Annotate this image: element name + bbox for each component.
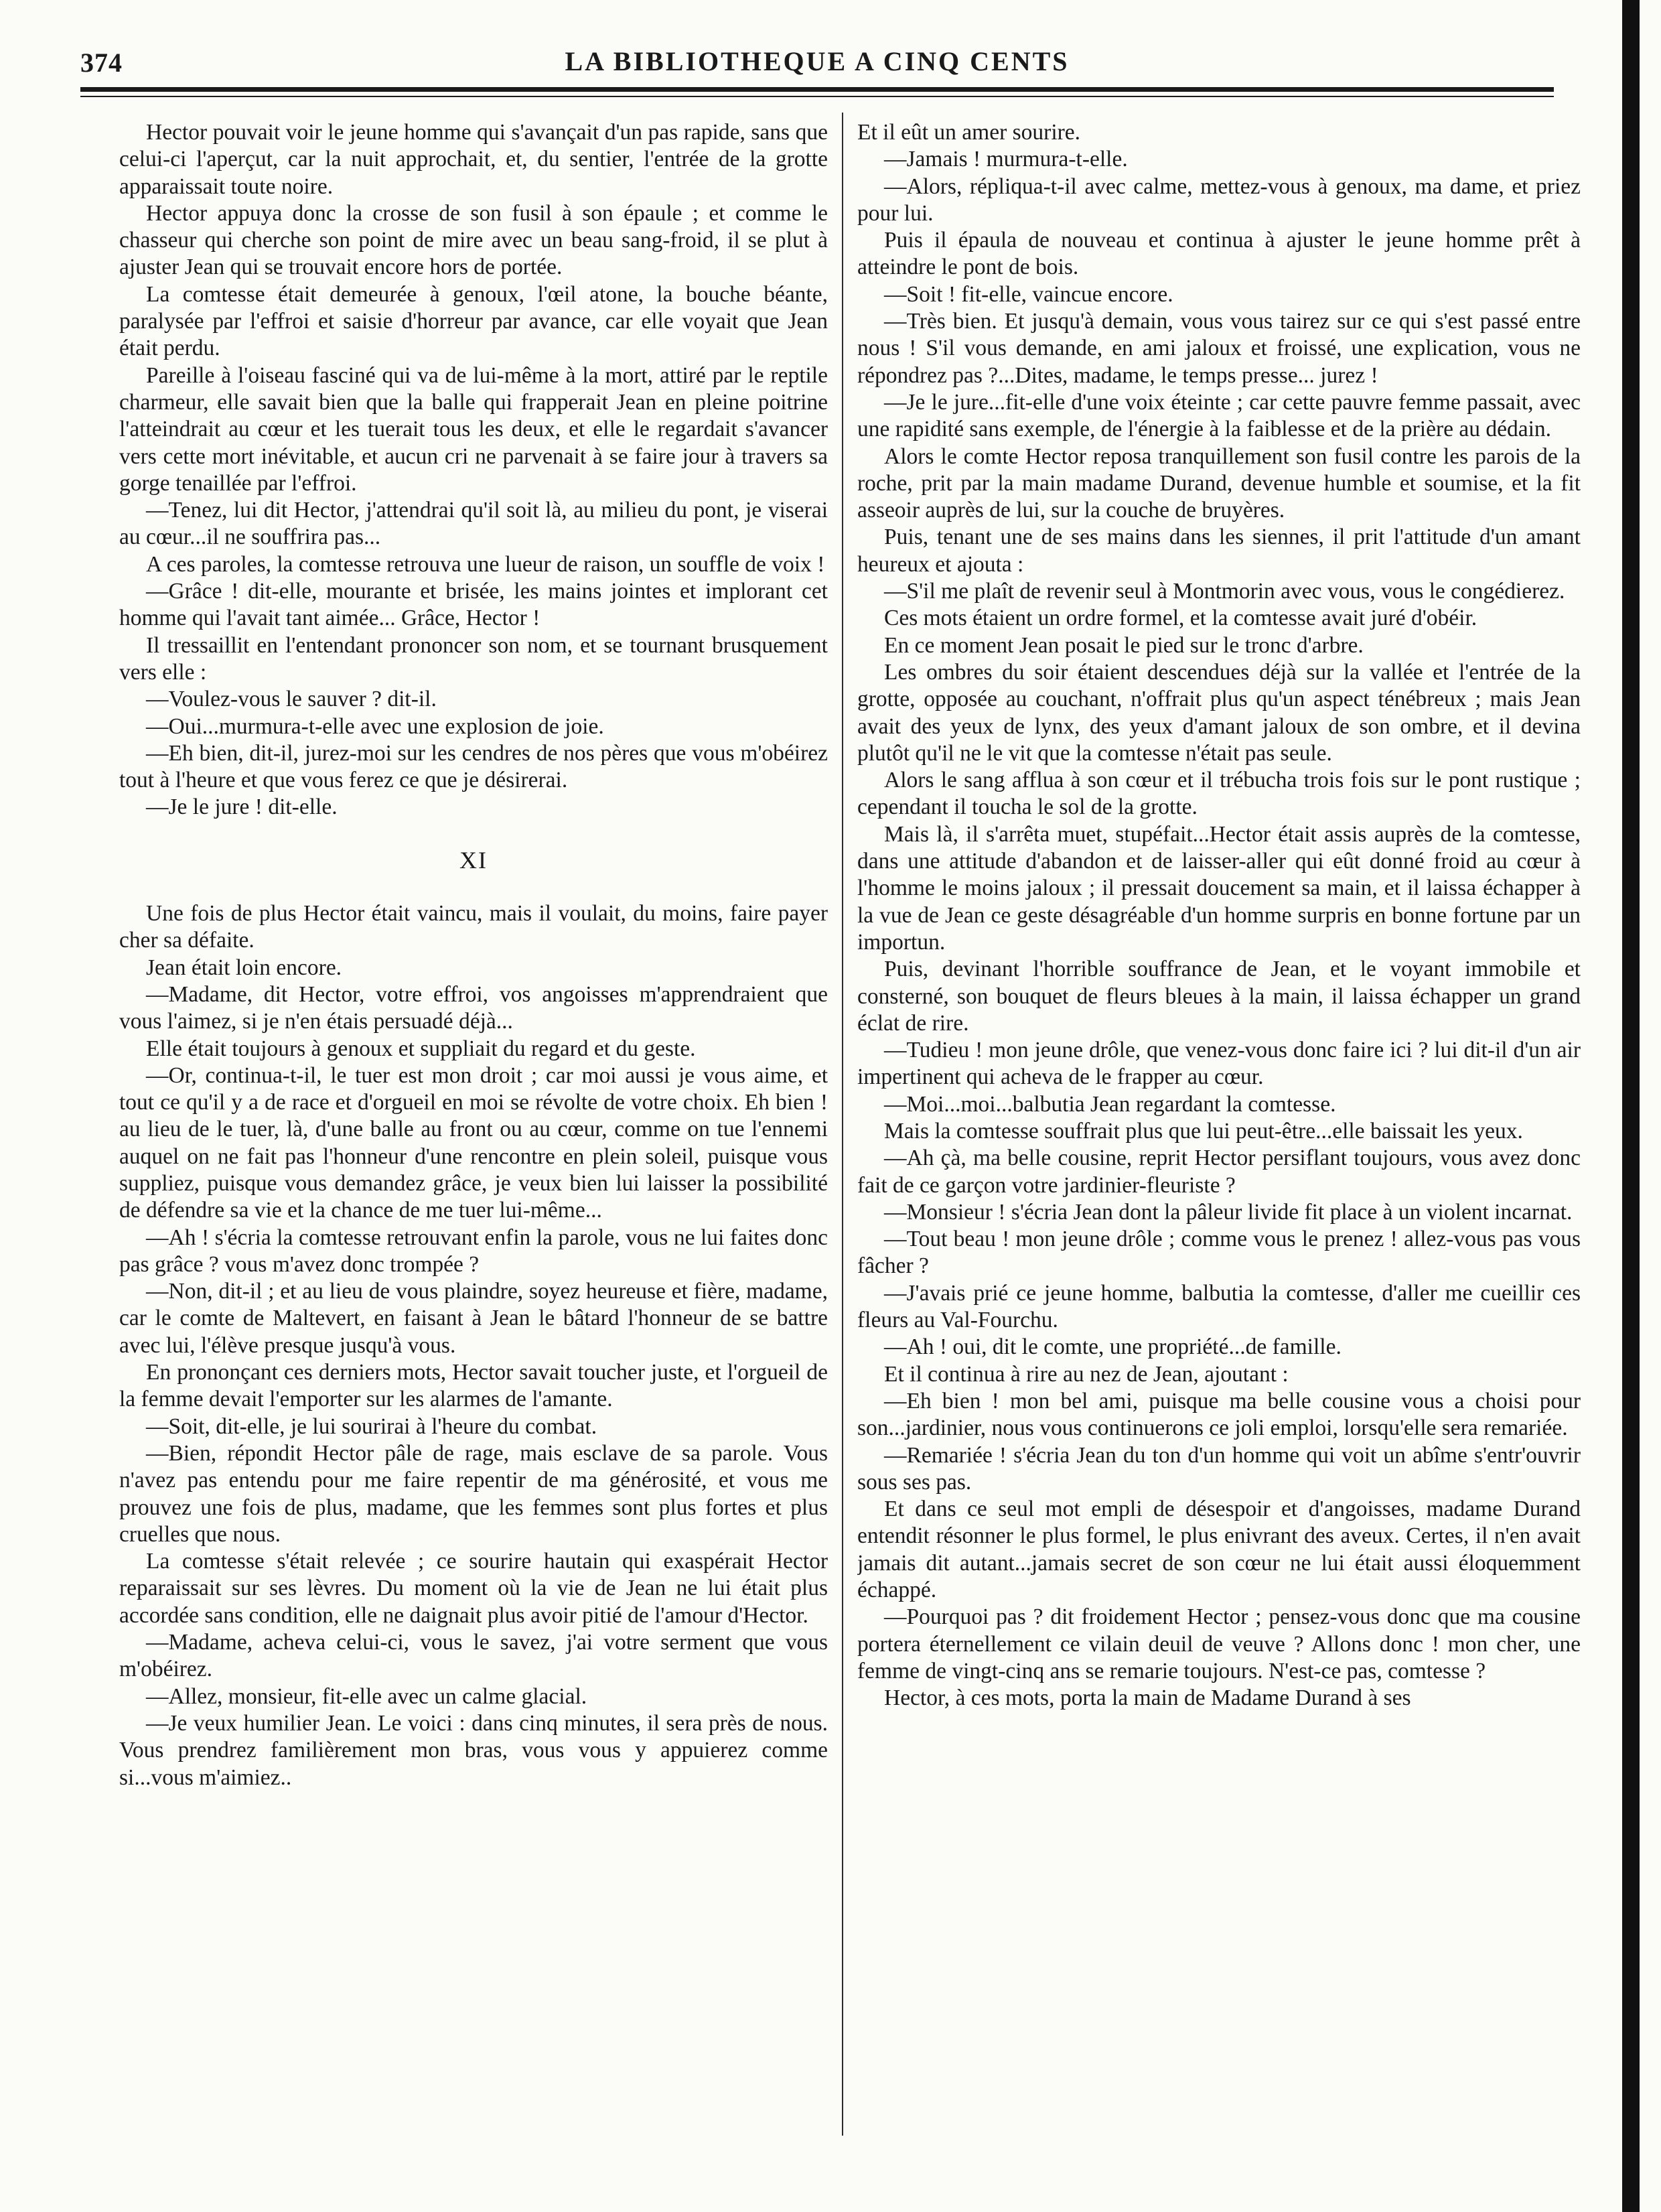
paragraph: Une fois de plus Hector était vaincu, mais il voulait, du moins, faire payer cher sa défaite. <box>119 901 828 953</box>
paragraph: —Eh bien, dit-il, jurez-moi sur les cendres de nos pères que vous m'obéirez tout à l'heure et que vous ferez ce que je désirerai. <box>119 740 828 793</box>
left-column-text-before-chapter <box>119 119 828 821</box>
paragraph: —Monsieur ! s'écria Jean dont la pâleur livide fit place à un violent incarnat. <box>884 1199 1573 1225</box>
paragraph: En prononçant ces derniers mots, Hector savait toucher juste, et l'orgueil de la femme devait l'emporter sur les alarmes de l'amante. <box>119 1360 828 1412</box>
scan-edge-bar <box>1622 0 1640 2212</box>
paragraph: Il tressaillit en l'entendant prononcer son nom, et se tournant brusquement vers elle : <box>119 632 828 685</box>
right-column-text <box>857 146 1581 1712</box>
paragraph: —Jamais ! murmura-t-elle. <box>884 147 1128 172</box>
paragraph: Ces mots étaient un ordre formel, et la comtesse avait juré d'obéir. <box>884 606 1477 631</box>
paragraph: Hector, à ces mots, porta la main de Madame Durand à ses <box>884 1685 1411 1711</box>
paragraph: —Tout beau ! mon jeune drôle ; comme vous le prenez ! allez-vous pas vous fâcher ? <box>857 1227 1581 1279</box>
paragraph: —Ah ! oui, dit le comte, une propriété...de famille. <box>884 1334 1342 1360</box>
paragraph: —Je le jure ! dit-elle. <box>146 794 338 820</box>
paragraph: —Ah çà, ma belle cousine, reprit Hector persiflant toujours, vous avez donc fait de ce garçon votre jardinier-fleuriste ? <box>857 1146 1581 1198</box>
paragraph: La comtesse était demeurée à genoux, l'œil atone, la bouche béante, paralysée par l'effroi et saisie d'horreur par avance, car elle voyait que Jean était perdu. <box>119 281 828 361</box>
right-column <box>857 119 1581 2196</box>
paragraph: —Soit ! fit-elle, vaincue encore. <box>884 281 1173 307</box>
paragraph: —Très bien. Et jusqu'à demain, vous vous tairez sur ce qui s'est passé entre nous ! S'il vous demande, en ami jaloux et froissé, une explication, vous ne répondrez pas ?...Dites, madame, le temps presse... jurez ! <box>857 309 1581 388</box>
paragraph: Alors le sang afflua à son cœur et il trébucha trois fois sur le pont rustique ; cependant il toucha le sol de la grotte. <box>857 768 1581 820</box>
paragraph: —Remariée ! s'écria Jean du ton d'un homme qui voit un abîme s'entr'ouvrir sous ses pas. <box>857 1442 1581 1495</box>
paragraph: —Pourquoi pas ? dit froidement Hector ; pensez-vous donc que ma cousine portera éternellement ce vilain deuil de veuve ? Allons donc ! mon cher, une femme de vingt-cinq ans se remarie toujours. N'est-ce pas, comtesse ? <box>857 1604 1581 1683</box>
paragraph: Elle était toujours à genoux et suppliait du regard et du geste. <box>146 1036 696 1061</box>
paragraph: Mais la comtesse souffrait plus que lui peut-être...elle baissait les yeux. <box>884 1118 1523 1144</box>
paragraph: —Voulez-vous le sauver ? dit-il. <box>146 687 437 712</box>
paragraph: Et il eût un amer sourire. <box>857 120 1081 145</box>
paragraph: —Allez, monsieur, fit-elle avec un calme glacial. <box>146 1683 587 1709</box>
paragraph: —Tenez, lui dit Hector, j'attendrai qu'il soit là, au milieu du pont, je viserai au cœur...il ne souffrira pas... <box>119 498 828 550</box>
paragraph: —Tudieu ! mon jeune drôle, que venez-vous donc faire ici ? lui dit-il d'un air impertinent qui acheva de le frapper au cœur. <box>857 1038 1581 1090</box>
paragraph: Hector pouvait voir le jeune homme qui s'avançait d'un pas rapide, sans que celui-ci l'aperçut, car la nuit approchait, et, du sentier, l'entrée de la grotte apparaissait toute noire. <box>119 120 828 199</box>
paragraph: Et dans ce seul mot empli de désespoir et d'angoisses, madame Durand entendit résonner le plus formel, le plus enivrant des aveux. Certes, il n'en avait jamais dit autant...jamais secret de son cœur ne lui était aussi éloquemment échappé. <box>857 1497 1581 1603</box>
paragraph: —Madame, dit Hector, votre effroi, vos angoisses m'apprendraient que vous l'aimez, si je n'en étais persuadé déjà... <box>119 981 828 1034</box>
paragraph: —Je veux humilier Jean. Le voici : dans cinq minutes, il sera près de nous. Vous prendrez familièrement mon bras, vous vous y appuierez comme si...vous m'aimiez.. <box>119 1710 828 1790</box>
paragraph: Pareille à l'oiseau fasciné qui va de lui-même à la mort, attiré par le reptile charmeur, elle savait bien que la balle qui frapperait Jean en pleine poitrine l'atteindrait au cœur et les tuerait tous les deux, et elle le regardait s'avancer vers cette mort inévitable, et aucun cri ne parvenait à se faire jour à travers sa gorge tenaillée par l'effroi. <box>119 362 828 496</box>
paragraph: —Bien, répondit Hector pâle de rage, mais esclave de sa parole. Vous n'avez pas entendu pour me faire repentir de ma générosité, et vous me prouvez une fois de plus, madame, que les femmes sont plus fortes et plus cruelles que nous. <box>119 1440 828 1547</box>
paragraph: —Je le jure...fit-elle d'une voix éteinte ; car cette pauvre femme passait, avec une rapidité sans exemple, de l'énergie à la faiblesse et de la prière au dédain. <box>857 389 1581 442</box>
paragraph: —Moi...moi...balbutia Jean regardant la comtesse. <box>884 1091 1336 1117</box>
page-header <box>80 42 1554 82</box>
paragraph: —Or, continua-t-il, le tuer est mon droit ; car moi aussi je vous aime, et tout ce qu'il y a de race et d'orgueil en moi se révolte de votre choix. Eh bien ! au lieu de le tuer, là, d'une balle au front ou au cœur, comme on tue l'ennemi auquel on ne fait pas l'honneur d'une rencontre en plein soleil, puisque vous suppliez, puisque vous demandez grâce, je veux bien lui laisser la possibilité de défendre sa vie et la chance de me tuer lui-même... <box>119 1062 828 1223</box>
paragraph: —Alors, répliqua-t-il avec calme, mettez-vous à genoux, ma dame, et priez pour lui. <box>857 174 1581 226</box>
paragraph: En ce moment Jean posait le pied sur le tronc d'arbre. <box>884 632 1364 658</box>
paragraph: Les ombres du soir étaient descendues déjà sur la vallée et l'entrée de la grotte, opposée au couchant, n'offrait plus qu'un aspect ténébreux ; mais Jean avait des yeux de lynx, des yeux d'amant jaloux de son ombre, et il devina plutôt qu'il ne le vit que la comtesse n'était pas seule. <box>857 659 1581 766</box>
page-number: 374 <box>80 48 123 78</box>
paragraph: Alors le comte Hector reposa tranquillement son fusil contre les parois de la roche, prit par la main madame Durand, devenue humble et soumise, et la fit asseoir auprès de lui, sur la couche de bruyères. <box>857 443 1581 523</box>
left-column <box>119 119 828 2196</box>
paragraph: —Soit, dit-elle, je lui sourirai à l'heure du combat. <box>146 1413 597 1439</box>
paragraph: Et il continua à rire au nez de Jean, ajoutant : <box>884 1361 1289 1387</box>
paragraph: —Non, dit-il ; et au lieu de vous plaindre, soyez heureuse et fière, madame, car le comte de Maltevert, en faisant à Jean le bâtard l'honneur de se battre avec lui, l'élève presque jusqu'à vous. <box>119 1279 828 1358</box>
header-rule-thin <box>80 96 1554 97</box>
paragraph: Jean était loin encore. <box>146 955 342 980</box>
column-divider <box>842 113 843 2136</box>
header-rule-thick <box>80 87 1554 92</box>
paragraph: Puis, tenant une de ses mains dans les siennes, il prit l'attitude d'un amant heureux et ajouta : <box>857 525 1581 577</box>
paragraph: A ces paroles, la comtesse retrouva une lueur de raison, un souffle de voix ! <box>146 551 825 577</box>
paragraph: Puis, devinant l'horrible souffrance de Jean, et le voyant immobile et consterné, son bouquet de fleurs bleues à la main, il laissa échapper un grand éclat de rire. <box>857 957 1581 1036</box>
paragraph: La comtesse s'était relevée ; ce sourire hautain qui exaspérait Hector reparaissait sur ses lèvres. Du moment où la vie de Jean ne lui était plus accordée sans condition, elle ne daignait plus avoir pitié de l'amour d'Hector. <box>119 1549 828 1628</box>
paragraph: Hector appuya donc la crosse de son fusil à son épaule ; et comme le chasseur qui cherche son point de mire avec un beau sang-froid, il se plut à ajuster Jean qui se trouvait encore hors de portée. <box>119 200 828 280</box>
paragraph: —Madame, acheva celui-ci, vous le savez, j'ai votre serment que vous m'obéirez. <box>119 1630 828 1682</box>
chapter-heading: XI <box>459 846 488 874</box>
paragraph: —J'avais prié ce jeune homme, balbutia la comtesse, d'aller me cueillir ces fleurs au Val-Fourchu. <box>857 1280 1581 1333</box>
left-column-text-after-chapter <box>119 900 828 1791</box>
running-title: LA BIBLIOTHEQUE A CINQ CENTS <box>565 46 1070 76</box>
paragraph: Mais là, il s'arrêta muet, stupéfait...Hector était assis auprès de la comtesse, dans une attitude d'abandon et de laisser-aller qui eût donné froid au cœur à l'homme le moins jaloux ; il pressait doucement sa main, et il laissa échapper à la vue de Jean ce geste désagréable d'un homme surpris en bonne fortune par un importun. <box>857 821 1581 955</box>
paragraph: —Ah ! s'écria la comtesse retrouvant enfin la parole, vous ne lui faites donc pas grâce ? vous m'avez donc trompée ? <box>119 1225 828 1277</box>
paragraph: —Grâce ! dit-elle, mourante et brisée, les mains jointes et implorant cet homme qui l'avait tant aimée... Grâce, Hector ! <box>119 579 828 631</box>
paragraph: Puis il épaula de nouveau et continua à ajuster le jeune homme prêt à atteindre le pont de bois. <box>857 228 1581 280</box>
paragraph: —Eh bien ! mon bel ami, puisque ma belle cousine vous a choisi pour son...jardinier, nous vous continuerons ce joli emploi, lorsqu'elle sera remariée. <box>857 1388 1581 1441</box>
paragraph: —S'il me plaît de revenir seul à Montmorin avec vous, vous le congédierez. <box>884 579 1565 604</box>
paragraph: —Oui...murmura-t-elle avec une explosion de joie. <box>146 713 604 739</box>
